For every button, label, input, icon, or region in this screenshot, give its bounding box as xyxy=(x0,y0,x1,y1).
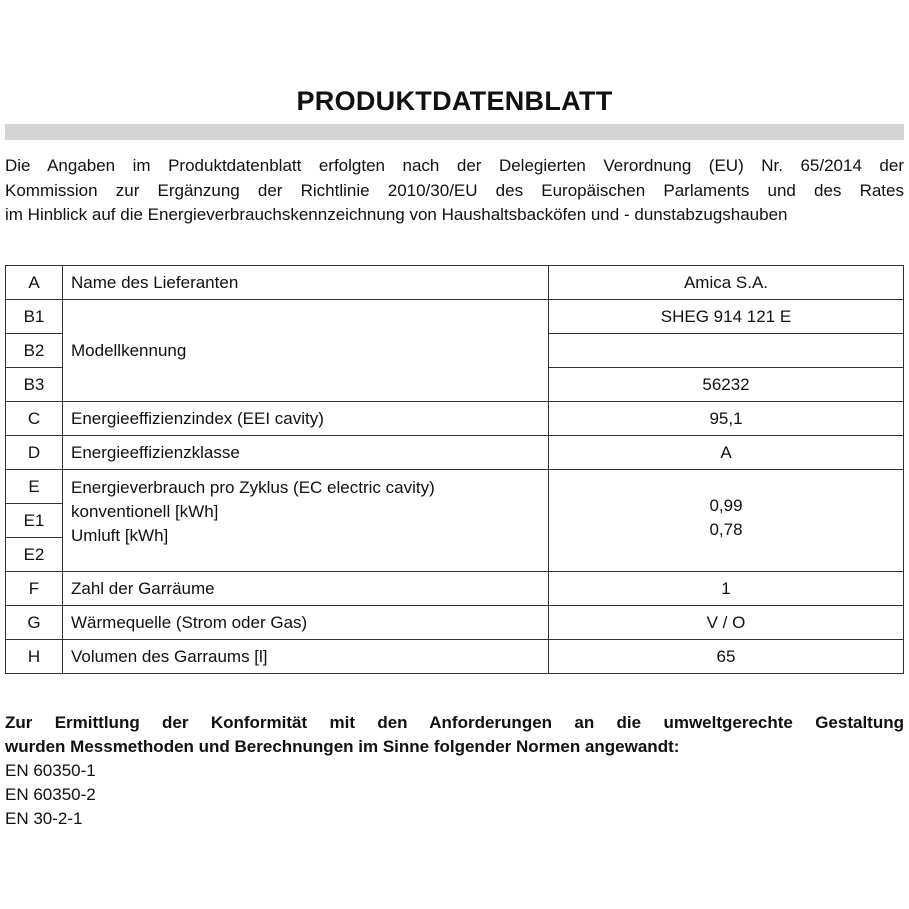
conventional-value: 0,99 xyxy=(709,496,743,515)
standard-item: EN 60350-2 xyxy=(5,785,96,804)
row-label: Volumen des Garraums [l] xyxy=(63,640,549,674)
row-value: Amica S.A. xyxy=(549,266,904,300)
standard-item: EN 60350-1 xyxy=(5,761,96,780)
intro-paragraph xyxy=(5,154,904,228)
table-row-h xyxy=(6,640,904,674)
table-row-a xyxy=(6,266,904,300)
row-code: B1 xyxy=(6,300,63,334)
table-row-g xyxy=(6,606,904,640)
intro-line: Die Angaben im Produktdatenblatt erfolgten nach der Delegierten Verordnung (EU) Nr. 65/2014 der xyxy=(5,156,904,175)
conformity-note xyxy=(5,711,904,831)
row-label: Energieeffizienzklasse xyxy=(63,436,549,470)
row-label: Modellkennung xyxy=(63,300,549,402)
row-code: E1 xyxy=(6,504,63,538)
row-code: F xyxy=(6,572,63,606)
row-code: E2 xyxy=(6,538,63,572)
row-value: SHEG 914 121 E xyxy=(549,300,904,334)
table-row-e xyxy=(6,470,904,504)
row-value: A xyxy=(549,436,904,470)
product-data-table xyxy=(5,265,904,674)
row-value xyxy=(549,470,904,572)
row-code: E xyxy=(6,470,63,504)
row-value: 56232 xyxy=(549,368,904,402)
table-row-d xyxy=(6,436,904,470)
row-value: 95,1 xyxy=(549,402,904,436)
energy-consumption-label: Energieverbrauch pro Zyklus (EC electric cavity) xyxy=(71,478,435,497)
row-value: V / O xyxy=(549,606,904,640)
conformity-statement-line: wurden Messmethoden und Berechnungen im Sinne folgender Normen angewandt: xyxy=(5,737,680,756)
table-row-f xyxy=(6,572,904,606)
conformity-statement-line: Zur Ermittlung der Konformität mit den Anforderungen an die umweltgerechte Gestaltung xyxy=(5,713,904,732)
row-value: 1 xyxy=(549,572,904,606)
row-value xyxy=(549,334,904,368)
row-label: Energieeffizienzindex (EEI cavity) xyxy=(63,402,549,436)
row-label xyxy=(63,470,549,572)
row-code: A xyxy=(6,266,63,300)
title-underline-bar xyxy=(5,124,904,140)
row-label: Wärmequelle (Strom oder Gas) xyxy=(63,606,549,640)
row-label: Name des Lieferanten xyxy=(63,266,549,300)
row-code: D xyxy=(6,436,63,470)
conventional-label: konventionell [kWh] xyxy=(71,502,219,521)
page-title: PRODUKTDATENBLATT xyxy=(296,86,613,116)
row-code: H xyxy=(6,640,63,674)
intro-line: Kommission zur Ergänzung der Richtlinie 2010/30/EU des Europäischen Parlaments und des Rates xyxy=(5,180,904,200)
standard-item: EN 30-2-1 xyxy=(5,809,83,828)
table-row-c xyxy=(6,402,904,436)
row-code: C xyxy=(6,402,63,436)
fan-forced-label: Umluft [kWh] xyxy=(71,526,169,545)
row-code: G xyxy=(6,606,63,640)
intro-line: im Hinblick auf die Energieverbrauchskennzeichnung von Haushaltsbacköfen und - dunstabzugshauben xyxy=(5,205,788,224)
row-code: B3 xyxy=(6,368,63,402)
row-label: Zahl der Garräume xyxy=(63,572,549,606)
fan-forced-value: 0,78 xyxy=(709,520,743,539)
row-value: 65 xyxy=(549,640,904,674)
table-row-b1 xyxy=(6,300,904,334)
row-code: B2 xyxy=(6,334,63,368)
